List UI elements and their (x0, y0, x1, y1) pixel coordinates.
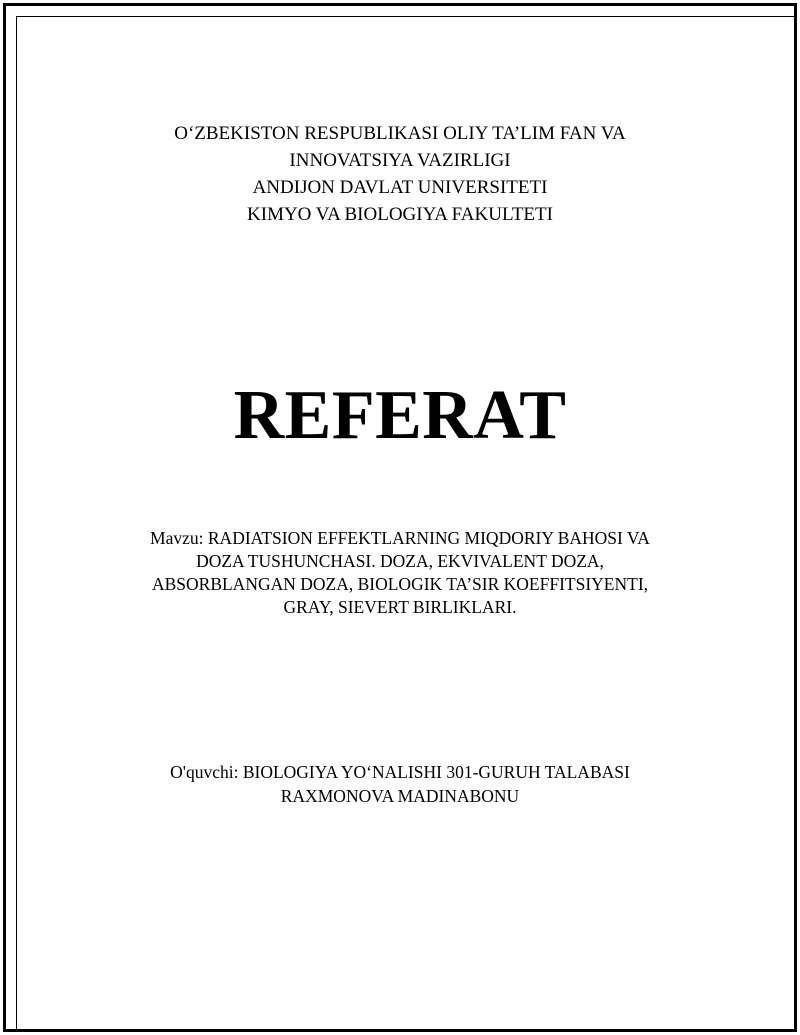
institution-header (0, 120, 800, 228)
student-block (0, 760, 800, 808)
topic-line-3: ABSORBLANGAN DOZA, BIOLOGIK TA’SIR KOEFFITSIYENTI, (151, 574, 649, 594)
topic-line-4: GRAY, SIEVERT BIRLIKLARI. (283, 597, 517, 617)
student-line-group: O'quvchi: BIOLOGIYA YO‘NALISHI 301-GURUH TALABASI (170, 762, 630, 782)
header-line-university: ANDIJON DAVLAT UNIVERSITETI (252, 177, 548, 198)
document-title: REFERAT (233, 377, 567, 454)
header-line-ministry-1: O‘ZBEKISTON RESPUBLIKASI OLIY TA’LIM FAN VA (174, 123, 626, 144)
student-line-name: RAXMONOVA MADINABONU (280, 786, 520, 806)
header-line-faculty: KIMYO VA BIOLOGIYA FAKULTETI (247, 204, 553, 225)
header-line-ministry-2: INNOVATSIYA VAZIRLIGI (289, 150, 511, 171)
topic-block (0, 527, 800, 619)
topic-line-2: DOZA TUSHUNCHASI. DOZA, EKVIVALENT DOZA, (196, 551, 604, 571)
topic-line-1: Mavzu: RADIATSION EFFEKTLARNING MIQDORIY BAHOSI VA (150, 528, 650, 548)
